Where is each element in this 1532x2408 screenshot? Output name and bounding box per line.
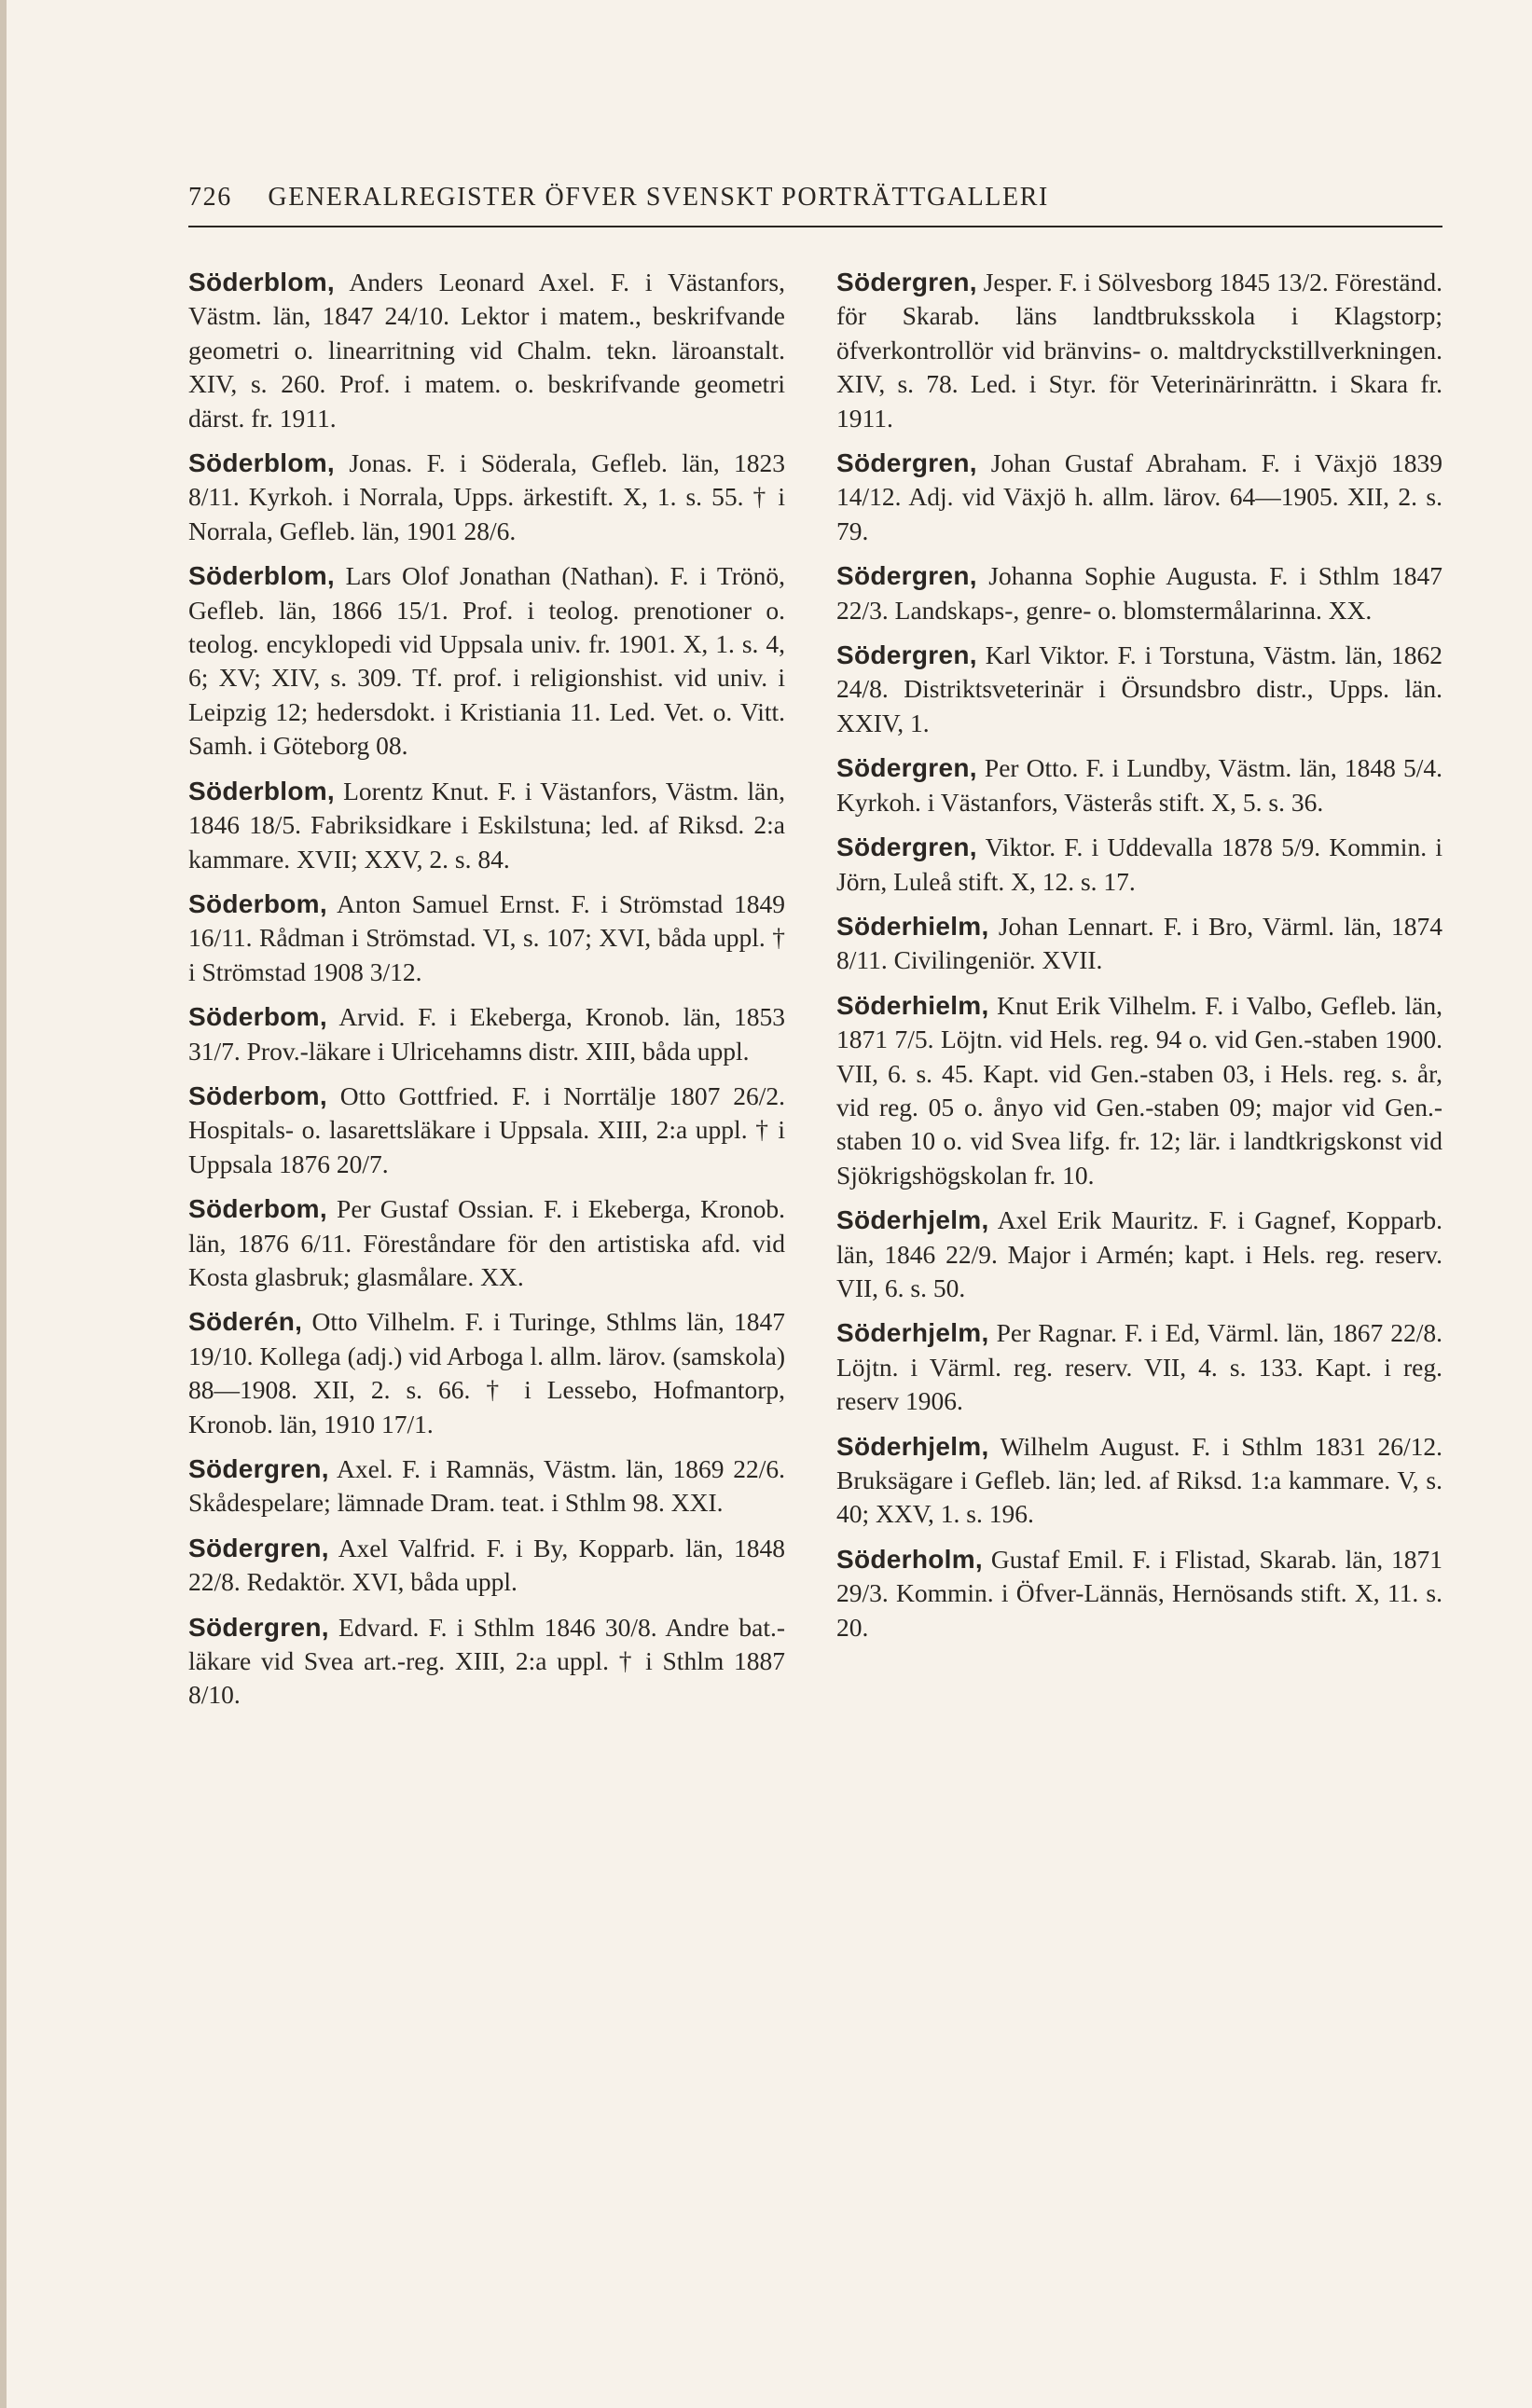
entry-text: Otto Vilhelm. F. i Turinge, Sthlms län, 1847 19/10. Kollega (adj.) vid Arboga l. allm. lärov. (samskola) 88—1908. XII, 2. s. 66. † i Lessebo, Hofmantorp, Kronob. län, 1910 17/1. — [188, 1307, 785, 1438]
entry-text: Edvard. F. i Sthlm 1846 30/8. Andre bat.-läkare vid Svea art.-reg. XIII, 2:a uppl. † i Sthlm 1887 8/10. — [188, 1612, 785, 1710]
register-entry — [188, 775, 785, 876]
entry-surname: Söderblom, — [188, 268, 336, 296]
register-entry — [836, 751, 1442, 819]
entry-text: Johan Gustaf Abraham. F. i Växjö 1839 14/12. Adj. vid Växjö h. allm. lärov. 64—1905. XII, 2. s. 79. — [836, 448, 1442, 545]
entry-surname: Söderhjelm, — [836, 1318, 989, 1348]
register-entry — [188, 559, 785, 763]
entry-surname: Söderbom, — [188, 1194, 327, 1224]
page-number: 726 — [188, 183, 232, 212]
register-entry — [188, 1305, 785, 1441]
entry-text: Karl Viktor. F. i Torstuna, Västm. län, 1862 24/8. Distriktsveterinär i Örsundsbro distr., Upps. län. XXIV, 1. — [836, 640, 1442, 737]
entry-surname: Södergren, — [836, 268, 977, 296]
entry-text: Axel Valfrid. F. i By, Kopparb. län, 1848 22/8. Redaktör. XVI, båda uppl. — [188, 1533, 785, 1597]
register-entry — [836, 1430, 1442, 1532]
register-entry — [836, 1316, 1442, 1418]
entry-surname: Södergren, — [188, 1454, 329, 1483]
register-entry — [188, 1080, 785, 1181]
running-title: GENERALREGISTER ÖFVER SVENSKT PORTRÄTTGALLERI — [268, 183, 1049, 212]
register-entry — [836, 266, 1442, 435]
entry-surname: Södergren, — [836, 561, 977, 591]
entry-surname: Söderblom, — [188, 448, 336, 478]
entry-surname: Söderhielm, — [836, 990, 989, 1020]
entry-surname: Söderbom, — [188, 1080, 327, 1110]
entry-surname: Söderhjelm, — [836, 1205, 989, 1235]
entry-surname: Söderén, — [188, 1307, 303, 1337]
right-column — [836, 266, 1442, 1656]
entry-text: Wilhelm August. F. i Sthlm 1831 26/12. Bruksägare i Gefleb. län; led. af Riksd. 1:a kammare. V, s. 40; XXV, 1. s. 196. — [836, 1431, 1442, 1529]
register-entry — [188, 1532, 785, 1600]
register-entry — [836, 910, 1442, 978]
register-entry — [188, 888, 785, 989]
entry-text: Arvid. F. i Ekeberga, Kronob. län, 1853 31/7. Prov.-läkare i Ulricehamns distr. XIII, båda uppl. — [188, 1002, 785, 1066]
entry-surname: Södergren, — [188, 1533, 329, 1562]
entry-text: Lorentz Knut. F. i Västanfors, Västm. län, 1846 18/5. Fabriksidkare i Eskilstuna; led. af Riksd. 2:a kammare. XVII; XXV, 2. s. 84. — [188, 776, 785, 874]
entry-text: Per Otto. F. i Lundby, Västm. län, 1848 5/4. Kyrkoh. i Västanfors, Västerås stift. X, 5. s. 36. — [836, 753, 1442, 817]
register-entry — [188, 447, 785, 548]
entry-text: Gustaf Emil. F. i Flistad, Skarab. län, 1871 29/3. Kommin. i Öfver-Lännäs, Hernösands stift. X, 11. s. 20. — [836, 1544, 1442, 1642]
entry-surname: Södergren, — [188, 1612, 329, 1642]
entry-text: Jonas. F. i Söderala, Gefleb. län, 1823 8/11. Kyrkoh. i Norrala, Upps. ärkestift. X, 1. s. 55. † i Norrala, Gefleb. län, 1901 28/6. — [188, 448, 785, 545]
header-rule — [188, 226, 1442, 227]
register-entry — [188, 1192, 785, 1294]
entry-text: Anton Samuel Ernst. F. i Strömstad 1849 16/11. Rådman i Strömstad. VI, s. 107; XVI, båda uppl. † i Strömstad 1908 3/12. — [188, 888, 785, 986]
entry-surname: Söderbom, — [188, 888, 327, 918]
register-entry — [188, 1611, 785, 1713]
register-entry — [836, 559, 1442, 627]
entry-text: Jesper. F. i Sölvesborg 1845 13/2. Föreständ. för Skarab. läns landtbruksskola i Klagstorp; öfverkontrollör vid bränvins- o. maltdryckstillverkningen. XIV, s. 78. Led. i Styr. för Veterinärinrättn. i Skara fr. 1911. — [836, 268, 1442, 433]
left-column — [188, 266, 785, 1724]
entry-surname: Söderhjelm, — [836, 1431, 989, 1461]
entry-text: Johanna Sophie Augusta. F. i Sthlm 1847 22/3. Landskaps-, genre- o. blomstermålarinna. XX. — [836, 561, 1442, 625]
entry-text: Knut Erik Vilhelm. F. i Valbo, Gefleb. län, 1871 7/5. Löjtn. vid Hels. reg. 94 o. vid Gen.-staben 1900. VII, 6. s. 45. Kapt. vid Gen.-staben 03, i Hels. reg. s. år, vid reg. 05 o. ånyo vid Gen.-staben 09; major vid Gen.-staben 10 o. vid Svea lifg. fr. 12; lär. i landtkrigskonst vid Sjökrigshögskolan fr. 10. — [836, 990, 1442, 1190]
register-entry — [836, 989, 1442, 1192]
register-entry — [836, 1204, 1442, 1305]
register-entry — [188, 266, 785, 435]
entry-text: Lars Olof Jonathan (Nathan). F. i Trönö, Gefleb. län, 1866 15/1. Prof. i teolog. prenotioner o. teolog. encyklopedi vid Uppsala univ. fr. 1901. X, 1. s. 4, 6; XV; XIV, s. 309. Tf. prof. i religionshist. vid univ. i Leipzig 12; hedersdokt. i Kristiania 11. Led. Vet. o. Vitt. Samh. i Göteborg 08. — [188, 561, 785, 761]
entry-text: Per Ragnar. F. i Ed, Värml. län, 1867 22/8. Löjtn. i Värml. reg. reserv. VII, 4. s. 133. Kapt. i reg. reserv 1906. — [836, 1318, 1442, 1416]
register-entry — [836, 447, 1442, 548]
register-entry — [188, 1452, 785, 1520]
entry-surname: Söderhielm, — [836, 911, 989, 941]
register-entry — [836, 639, 1442, 740]
entry-text: Viktor. F. i Uddevalla 1878 5/9. Kommin. i Jörn, Luleå stift. X, 12. s. 17. — [836, 832, 1442, 896]
register-entry — [188, 1000, 785, 1068]
entry-surname: Södergren, — [836, 640, 977, 670]
entry-surname: Södergren, — [836, 832, 977, 862]
entry-surname: Söderholm, — [836, 1544, 984, 1574]
entry-text: Per Gustaf Ossian. F. i Ekeberga, Kronob. län, 1876 6/11. Föreståndare för den artistiska afd. vid Kosta glasbruk; glasmålare. XX. — [188, 1194, 785, 1291]
entry-surname: Söderblom, — [188, 776, 336, 805]
register-entry — [836, 1543, 1442, 1644]
entry-surname: Söderblom, — [188, 561, 336, 591]
entry-text: Axel Erik Mauritz. F. i Gagnef, Kopparb. län, 1846 22/9. Major i Armén; kapt. i Hels. reg. reserv. VII, 6. s. 50. — [836, 1205, 1442, 1302]
entry-text: Axel. F. i Ramnäs, Västm. län, 1869 22/6. Skådespelare; lämnade Dram. teat. i Sthlm 98. XXI. — [188, 1454, 785, 1518]
entry-surname: Södergren, — [836, 448, 977, 478]
entry-text: Anders Leonard Axel. F. i Västanfors, Västm. län, 1847 24/10. Lektor i matem., beskrifvande geometri o. linearritning vid Chalm. tekn. läroanstalt. XIV, s. 260. Prof. i matem. o. beskrifvande geometri därst. fr. 1911. — [188, 268, 785, 433]
entry-surname: Söderbom, — [188, 1002, 327, 1032]
entry-surname: Södergren, — [836, 753, 977, 783]
page-header — [188, 183, 1442, 213]
entry-text: Johan Lennart. F. i Bro, Värml. län, 1874 8/11. Civilingeniör. XVII. — [836, 911, 1442, 975]
entry-text: Otto Gottfried. F. i Norrtälje 1807 26/2. Hospitals- o. lasarettsläkare i Uppsala. XIII, 2:a uppl. † i Uppsala 1876 20/7. — [188, 1080, 785, 1178]
register-entry — [836, 831, 1442, 899]
